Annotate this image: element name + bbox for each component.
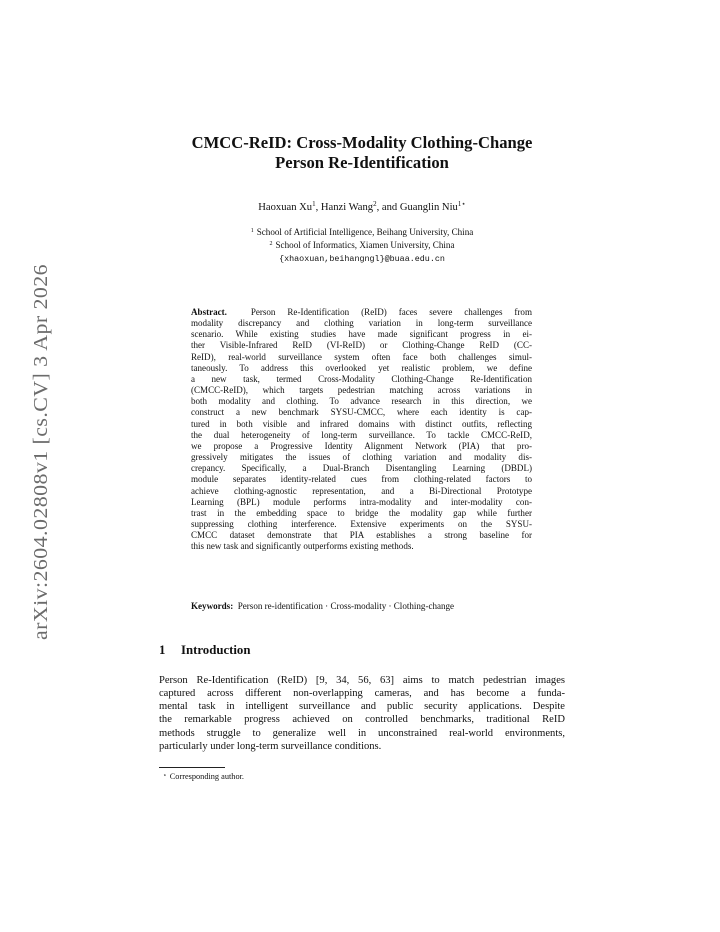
arxiv-stamp-text: arXiv:2604.02808v1 [cs.CV] 3 Apr 2026 [30, 288, 52, 640]
footnote-mark: ⋆ [163, 773, 167, 779]
abstract-line: construct a new benchmark SYSU-CMCC, where each identity is cap- [191, 407, 532, 418]
abstract-line: gressively mitigates the issues of clothing variation and modality dis- [191, 452, 532, 463]
abstract-line: CMCC dataset demonstrate that PIA establishes a strong baseline for [191, 530, 532, 541]
author-name: Hanzi Wang [320, 202, 374, 213]
paper-title-line: Person Re-Identification [275, 153, 449, 172]
author-email[interactable]: {xhaoxuan,beihangngl}@buaa.edu.cn [279, 253, 445, 264]
paragraph-line: mental task in intelligent surveillance and public security applications. Despite [159, 701, 565, 713]
abstract-line: the dual heterogeneity of long-term surveillance. To tackle CMCC-ReID, [191, 429, 532, 440]
affiliation-text: School of Informatics, Xiamen University, China [275, 239, 455, 250]
abstract-line: trast in the embedding space to bridge the modality gap while further [191, 507, 532, 518]
abstract-line: crepancy. Specifically, a Dual-Branch Disentangling Learning (DBDL) [191, 463, 532, 474]
author-name: Guanglin Niu [399, 202, 458, 213]
affiliation-mark: 1 [250, 228, 254, 234]
affiliation-block [130, 226, 594, 265]
abstract-line: modality discrepancy and clothing variation in long-term surveillance [191, 318, 532, 329]
author-name: Haoxuan Xu [258, 202, 313, 213]
paragraph-line: captured across different non-overlapping cameras, and has become a funda- [159, 688, 565, 700]
keywords [191, 601, 532, 612]
section-number: 1 [159, 643, 166, 657]
keywords-label: Keywords: [191, 601, 234, 611]
author-affiliation-mark: 2 [373, 200, 377, 208]
footnote [159, 771, 565, 782]
abstract-line: module separates identity-related cues from clothing-related factors to [191, 474, 532, 485]
footnote-text: Corresponding author. [169, 772, 244, 781]
abstract-line: Learning (BPL) module performs intra-modality and inter-modality con- [191, 496, 532, 507]
abstract-line: tured in both visible and infrared domains with distinct outfits, reflecting [191, 418, 532, 429]
paragraph-line: Person Re-Identification (ReID) [9, 34, 56, 63] aims to match pedestrian images [159, 675, 565, 686]
author-list [130, 201, 594, 215]
affiliation-text: School of Artificial Intelligence, Beihang University, China [256, 227, 474, 237]
abstract-line: scenario. While existing studies have made significant progress in ei- [191, 329, 532, 340]
arxiv-identifier-stamp [14, 262, 54, 642]
affiliation-line [130, 226, 594, 239]
abstract-line: (CMCC-ReID), which targets pedestrian matching across variations in [191, 385, 532, 396]
abstract-line [191, 307, 532, 318]
paper-title-line: CMCC-ReID: Cross-Modality Clothing-Change [191, 133, 533, 152]
section-heading [159, 642, 579, 658]
affiliation-mark: 2 [269, 240, 273, 247]
section-title: Introduction [181, 643, 251, 657]
abstract [191, 307, 532, 552]
paragraph-line: methods struggle to generalize well in unconstrained real-world environments, [159, 727, 565, 739]
paragraph-line: the remarkable progress achieved on controlled benchmarks, traditional ReID [159, 714, 565, 726]
keywords-text: Person re-identification · Cross-modality · Clothing-change [237, 601, 455, 611]
abstract-line: achieve clothing-agnostic representation, and a Bi-Directional Prototype [191, 485, 532, 496]
abstract-label: Abstract. [191, 307, 227, 317]
abstract-line: ther Visible-Infrared ReID (VI-ReID) or Clothing-Change ReID (CC- [191, 340, 532, 351]
abstract-line: both modality and clothing. To advance research in this direction, we [191, 396, 532, 407]
affiliation-line [130, 239, 594, 252]
abstract-line: we propose a Progressive Identity Alignment Network (PIA) that pro- [191, 440, 532, 451]
affiliation-line [130, 252, 594, 266]
abstract-line: this new task and significantly outperforms existing methods. [191, 541, 414, 552]
footnote-rule [159, 767, 225, 768]
abstract-line: taneously. To address this overlooked yet realistic problem, we define [191, 362, 532, 373]
abstract-line: ReID), real-world surveillance system often face both challenges simul- [191, 351, 532, 362]
author-affiliation-mark: 1⋆ [457, 200, 466, 208]
introduction-paragraph [159, 674, 565, 753]
abstract-line: a new task, termed Cross-Modality Clothing-Change Re-Identification [191, 373, 532, 384]
author-affiliation-mark: 1 [312, 200, 316, 208]
abstract-line: suppressing clothing interference. Extensive experiments on the SYSU- [191, 518, 532, 529]
paragraph-line: particularly under long-term surveillance conditions. [159, 740, 382, 752]
paper-title [130, 133, 594, 173]
abstract-text: Person Re-Identification (ReID) faces severe challenges from [250, 307, 532, 317]
author-separator: , [315, 202, 321, 213]
author-separator: , and [376, 202, 400, 213]
